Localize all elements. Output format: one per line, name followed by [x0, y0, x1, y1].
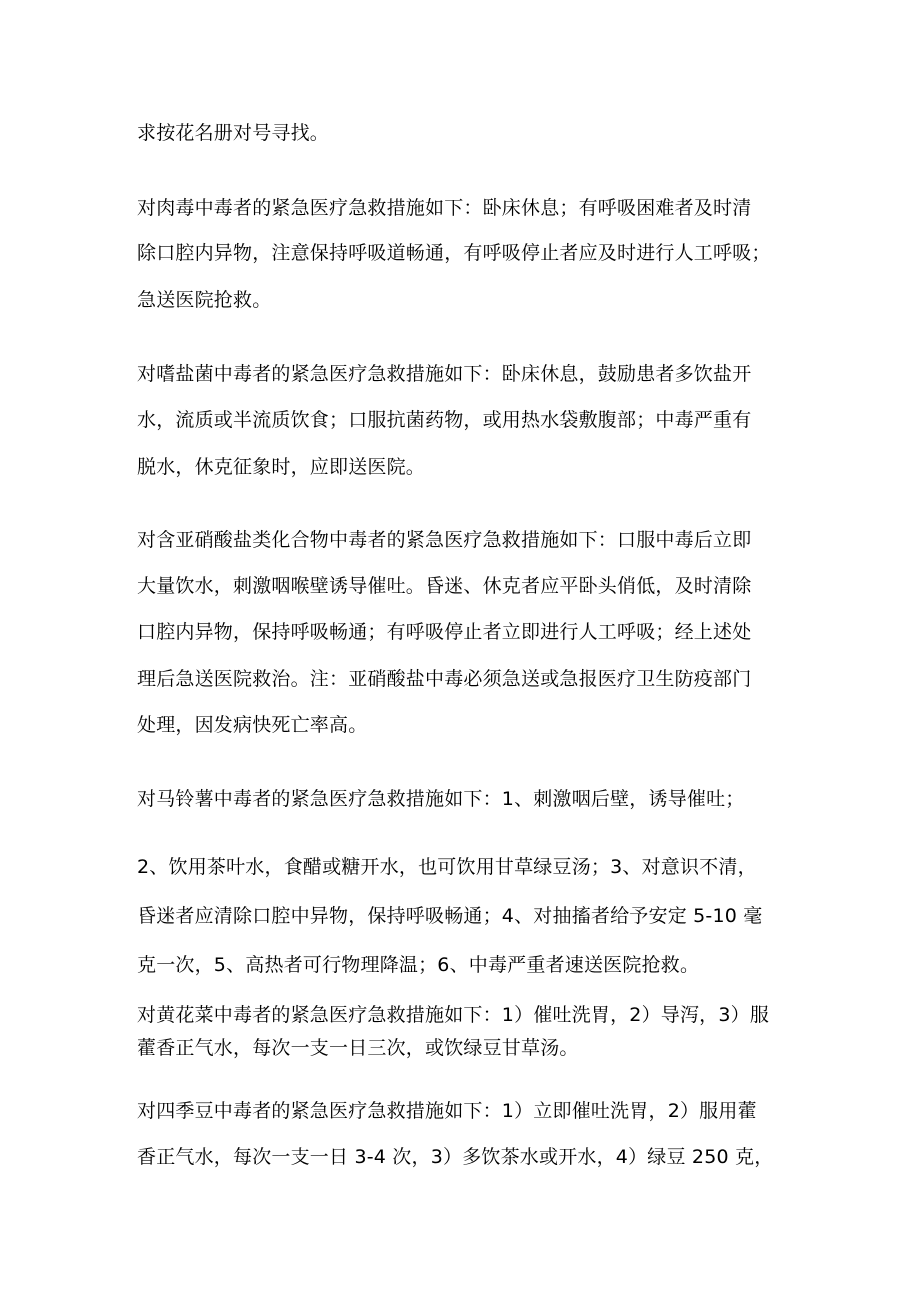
text-line: 理后急送医院救治。注：亚硝酸盐中毒必须急送或急报医疗卫生防疫部门 — [137, 668, 752, 690]
text-line: 急送医院抢救。 — [137, 289, 272, 311]
text-line: 口腔内异物，保持呼吸畅通；有呼吸停止者立即进行人工呼吸；经上述处 — [137, 621, 752, 643]
text-line: 大量饮水，刺激咽喉壁诱导催吐。昏迷、休克者应平卧头俏低，及时清除 — [137, 575, 752, 597]
text-line: 对含亚硝酸盐类化合物中毒者的紧急医疗急救措施如下：口服中毒后立即 — [137, 529, 752, 551]
text-line: 对嗜盐菌中毒者的紧急医疗急救措施如下：卧床休息，鼓励患者多饮盐开 — [137, 363, 752, 385]
text-line: 对黄花菜中毒者的紧急医疗急救措施如下：1）催吐洗胃，2）导泻，3）服 — [137, 1004, 770, 1026]
text-line: 克一次，5、高热者可行物理降温；6、中毒严重者速送医院抢救。 — [137, 954, 700, 976]
text-line: 求按花名册对号寻找。 — [137, 122, 330, 144]
text-line: 对马铃薯中毒者的紧急医疗急救措施如下：1、刺激咽后壁，诱导催吐； — [137, 788, 745, 810]
text-line: 处理，因发病快死亡率高。 — [137, 714, 368, 736]
text-line: 脱水，休克征象时，应即送医院。 — [137, 456, 426, 478]
text-line: 香正气水，每次一支一日 3-4 次，3）多饮茶水或开水，4）绿豆 250 克， — [137, 1146, 774, 1168]
text-line: 除口腔内异物，注意保持呼吸道畅通，有呼吸停止者应及时进行人工呼吸； — [137, 242, 771, 264]
text-line: 昏迷者应清除口腔中异物，保持呼吸畅通；4、对抽搐者给予安定 5-10 毫 — [137, 905, 763, 927]
text-line: 2、饮用茶叶水，食醋或糖开水，也可饮用甘草绿豆汤；3、对意识不清， — [137, 856, 757, 878]
text-line: 水，流质或半流质饮食；口服抗菌药物，或用热水袋敷腹部；中毒严重有 — [137, 409, 752, 431]
text-line: 对肉毒中毒者的紧急医疗急救措施如下：卧床休息；有呼吸困难者及时清 — [137, 197, 752, 219]
text-line: 藿香正气水，每次一支一日三次，或饮绿豆甘草汤。 — [137, 1037, 579, 1059]
text-line: 对四季豆中毒者的紧急医疗急救措施如下：1）立即催吐洗胃，2）服用藿 — [137, 1100, 757, 1122]
